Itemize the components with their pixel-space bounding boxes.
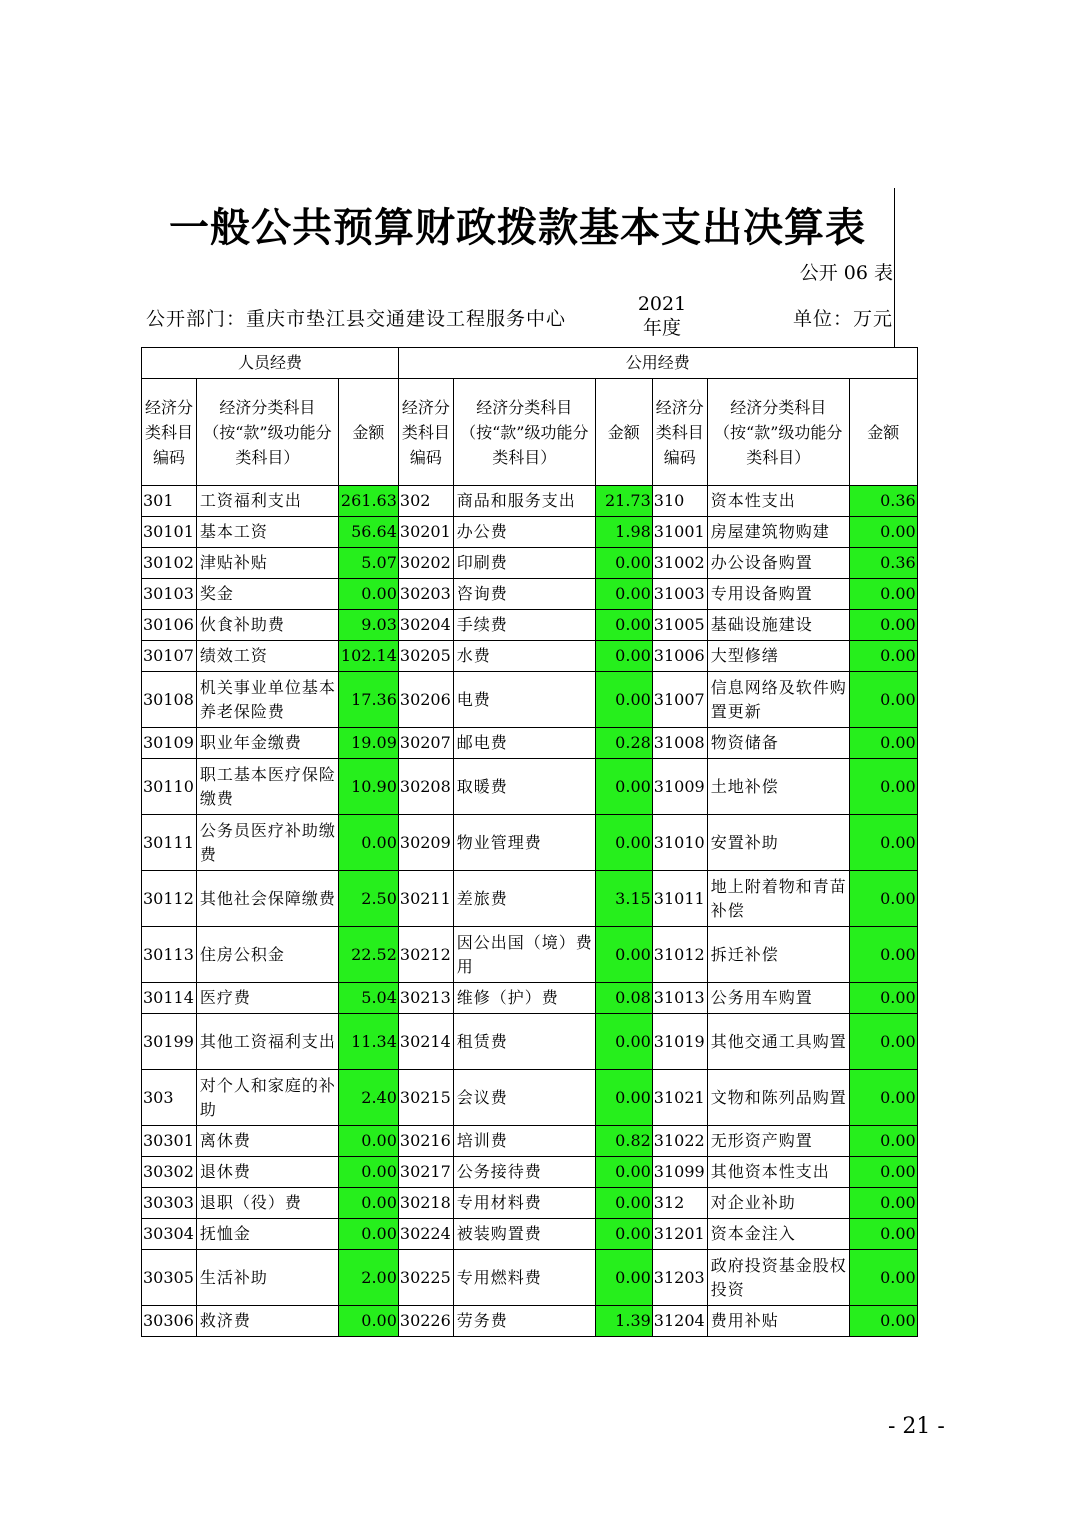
cell-amount: 2.50 [338,871,398,927]
cell-subject: 医疗费 [196,983,338,1014]
cell-amount: 0.00 [849,610,917,641]
cell-amount: 0.82 [595,1126,652,1157]
cell-code: 30107 [142,641,197,672]
cell-subject: 政府投资基金股权投资 [707,1250,849,1306]
cell-subject: 机关事业单位基本养老保险费 [196,672,338,728]
cell-amount: 0.00 [595,548,652,579]
table-row [142,1014,918,1070]
cell-subject: 其他社会保障缴费 [196,871,338,927]
cell-amount: 0.00 [849,1250,917,1306]
cell-amount: 0.36 [849,486,917,517]
table-row [142,815,918,871]
cell-code: 30211 [398,871,453,927]
cell-amount: 0.28 [595,728,652,759]
cell-code: 310 [652,486,707,517]
cell-code: 30114 [142,983,197,1014]
cell-subject: 其他资本性支出 [707,1157,849,1188]
table-row [142,1219,918,1250]
cell-amount: 0.00 [849,983,917,1014]
cell-code: 31099 [652,1157,707,1188]
cell-subject: 电费 [453,672,595,728]
table-row [142,641,918,672]
cell-amount: 0.00 [595,1188,652,1219]
cell-amount: 0.00 [595,641,652,672]
cell-code: 30201 [398,517,453,548]
cell-subject: 生活补助 [196,1250,338,1306]
cell-subject: 工资福利支出 [196,486,338,517]
cell-subject: 退职（役）费 [196,1188,338,1219]
cell-subject: 差旅费 [453,871,595,927]
cell-amount: 22.52 [338,927,398,983]
cell-code: 30301 [142,1126,197,1157]
cell-subject: 地上附着物和青苗补偿 [707,871,849,927]
cell-subject: 职业年金缴费 [196,728,338,759]
table-number: 公开 06 表 [799,262,893,284]
cell-amount: 0.00 [849,759,917,815]
cell-amount: 0.08 [595,983,652,1014]
cell-amount: 0.00 [338,1219,398,1250]
cell-code: 31003 [652,579,707,610]
cell-amount: 0.00 [849,641,917,672]
cell-code: 30303 [142,1188,197,1219]
cell-subject: 拆迁补偿 [707,927,849,983]
cell-subject: 租赁费 [453,1014,595,1070]
cell-subject: 土地补偿 [707,759,849,815]
cell-amount: 0.36 [849,548,917,579]
cell-code: 30209 [398,815,453,871]
table-row [142,1157,918,1188]
cell-subject: 对企业补助 [707,1188,849,1219]
cell-amount: 0.00 [595,1157,652,1188]
cell-amount: 19.09 [338,728,398,759]
cell-amount: 0.00 [849,815,917,871]
cell-code: 30202 [398,548,453,579]
cell-amount: 0.00 [595,579,652,610]
header-subject: 经济分类科目（按“款”级功能分类科目） [707,379,849,486]
cell-code: 30214 [398,1014,453,1070]
cell-subject: 无形资产购置 [707,1126,849,1157]
cell-code: 31010 [652,815,707,871]
cell-amount: 0.00 [595,1014,652,1070]
cell-code: 31013 [652,983,707,1014]
cell-amount: 10.90 [338,759,398,815]
cell-code: 30103 [142,579,197,610]
cell-subject: 伙食补助费 [196,610,338,641]
cell-amount: 0.00 [849,1188,917,1219]
cell-subject: 取暖费 [453,759,595,815]
cell-code: 30205 [398,641,453,672]
cell-amount: 0.00 [595,1070,652,1126]
cell-subject: 被装购置费 [453,1219,595,1250]
cell-code: 31001 [652,517,707,548]
cell-subject: 办公费 [453,517,595,548]
year-label: 2021年度 [637,293,687,339]
cell-code: 30101 [142,517,197,548]
table-row [142,983,918,1014]
cell-subject: 公务员医疗补助缴费 [196,815,338,871]
table-row [142,548,918,579]
cell-amount: 1.98 [595,517,652,548]
cell-subject: 印刷费 [453,548,595,579]
cell-amount: 0.00 [595,1250,652,1306]
cell-subject: 救济费 [196,1306,338,1337]
cell-subject: 专用材料费 [453,1188,595,1219]
header-amount: 金额 [338,379,398,486]
cell-code: 30306 [142,1306,197,1337]
cell-subject: 培训费 [453,1126,595,1157]
table-row [142,579,918,610]
cell-amount: 261.63 [338,486,398,517]
cell-amount: 0.00 [849,579,917,610]
table-row [142,517,918,548]
cell-amount: 0.00 [338,1306,398,1337]
cell-code: 31019 [652,1014,707,1070]
table-row [142,728,918,759]
header-amount: 金额 [849,379,917,486]
cell-code: 31203 [652,1250,707,1306]
cell-subject: 文物和陈列品购置 [707,1070,849,1126]
cell-code: 31002 [652,548,707,579]
cell-code: 30207 [398,728,453,759]
cell-subject: 退休费 [196,1157,338,1188]
cell-subject: 公务用车购置 [707,983,849,1014]
cell-code: 303 [142,1070,197,1126]
department-label: 公开部门：重庆市垫江县交通建设工程服务中心 [146,308,567,330]
cell-code: 31012 [652,927,707,983]
unit-label: 单位：万元 [792,308,893,330]
header-code: 经济分类科目编码 [142,379,197,486]
cell-code: 30113 [142,927,197,983]
cell-subject: 资本性支出 [707,486,849,517]
cell-subject: 因公出国（境）费用 [453,927,595,983]
table-row [142,1188,918,1219]
cell-code: 31021 [652,1070,707,1126]
cell-amount: 0.00 [849,1306,917,1337]
header-subject: 经济分类科目（按“款”级功能分类科目） [453,379,595,486]
cell-amount: 0.00 [849,871,917,927]
cell-amount: 9.03 [338,610,398,641]
cell-amount: 0.00 [849,1070,917,1126]
page-title: 一般公共预算财政拨款基本支出决算表 [169,204,866,251]
cell-amount: 5.07 [338,548,398,579]
cell-code: 30216 [398,1126,453,1157]
cell-code: 31204 [652,1306,707,1337]
cell-subject: 专用燃料费 [453,1250,595,1306]
cell-amount: 5.04 [338,983,398,1014]
cell-subject: 对个人和家庭的补助 [196,1070,338,1126]
table-row [142,1306,918,1337]
header-amount: 金额 [595,379,652,486]
cell-code: 30102 [142,548,197,579]
cell-subject: 公务接待费 [453,1157,595,1188]
header-subject: 经济分类科目（按“款”级功能分类科目） [196,379,338,486]
cell-code: 31006 [652,641,707,672]
cell-code: 31011 [652,871,707,927]
cell-amount: 0.00 [849,728,917,759]
cell-code: 30305 [142,1250,197,1306]
cell-amount: 17.36 [338,672,398,728]
cell-subject: 咨询费 [453,579,595,610]
cell-amount: 11.34 [338,1014,398,1070]
cell-subject: 资本金注入 [707,1219,849,1250]
cell-code: 31022 [652,1126,707,1157]
cell-code: 30215 [398,1070,453,1126]
cell-code: 301 [142,486,197,517]
cell-amount: 3.15 [595,871,652,927]
page-number: - 21 - [888,1414,945,1439]
cell-subject: 维修（护）费 [453,983,595,1014]
cell-subject: 基础设施建设 [707,610,849,641]
cell-amount: 0.00 [595,610,652,641]
cell-subject: 津贴补贴 [196,548,338,579]
cell-subject: 基本工资 [196,517,338,548]
cell-amount: 0.00 [849,672,917,728]
table-row [142,1126,918,1157]
cell-code: 30225 [398,1250,453,1306]
cell-subject: 商品和服务支出 [453,486,595,517]
cell-code: 31005 [652,610,707,641]
cell-code: 30208 [398,759,453,815]
cell-amount: 0.00 [338,815,398,871]
cell-amount: 0.00 [595,672,652,728]
table-row [142,871,918,927]
cell-code: 30224 [398,1219,453,1250]
cell-amount: 0.00 [849,517,917,548]
cell-subject: 费用补贴 [707,1306,849,1337]
table-row [142,486,918,517]
cell-subject: 安置补助 [707,815,849,871]
cell-code: 30218 [398,1188,453,1219]
cell-code: 31007 [652,672,707,728]
cell-code: 30106 [142,610,197,641]
cell-code: 30203 [398,579,453,610]
cell-code: 30109 [142,728,197,759]
cell-amount: 0.00 [849,1126,917,1157]
cell-code: 302 [398,486,453,517]
cell-subject: 绩效工资 [196,641,338,672]
cell-code: 30112 [142,871,197,927]
cell-subject: 邮电费 [453,728,595,759]
cell-subject: 水费 [453,641,595,672]
cell-code: 31008 [652,728,707,759]
cell-subject: 住房公积金 [196,927,338,983]
header-code: 经济分类科目编码 [652,379,707,486]
cell-amount: 0.00 [849,927,917,983]
cell-amount: 0.00 [338,1126,398,1157]
table-row [142,1070,918,1126]
cell-subject: 信息网络及软件购置更新 [707,672,849,728]
cell-amount: 102.14 [338,641,398,672]
table-row [142,759,918,815]
cell-amount: 0.00 [338,1157,398,1188]
cell-subject: 物资储备 [707,728,849,759]
cell-subject: 劳务费 [453,1306,595,1337]
cell-amount: 1.39 [595,1306,652,1337]
cell-amount: 0.00 [849,1014,917,1070]
cell-code: 30204 [398,610,453,641]
cell-amount: 0.00 [595,1219,652,1250]
table-row [142,610,918,641]
cell-subject: 专用设备购置 [707,579,849,610]
cell-code: 30304 [142,1219,197,1250]
cell-amount: 21.73 [595,486,652,517]
table-row [142,927,918,983]
cell-code: 30108 [142,672,197,728]
cell-subject: 大型修缮 [707,641,849,672]
cell-amount: 2.40 [338,1070,398,1126]
table-row [142,1250,918,1306]
cell-code: 31201 [652,1219,707,1250]
cell-subject: 手续费 [453,610,595,641]
cell-subject: 其他交通工具购置 [707,1014,849,1070]
cell-code: 30212 [398,927,453,983]
header-code: 经济分类科目编码 [398,379,453,486]
cell-code: 30213 [398,983,453,1014]
cell-subject: 离休费 [196,1126,338,1157]
cell-code: 30206 [398,672,453,728]
cell-amount: 0.00 [849,1219,917,1250]
cell-code: 30302 [142,1157,197,1188]
cell-subject: 奖金 [196,579,338,610]
cell-subject: 物业管理费 [453,815,595,871]
cell-subject: 职工基本医疗保险缴费 [196,759,338,815]
cell-code: 30110 [142,759,197,815]
expenditure-table [141,347,918,1337]
group-public: 公用经费 [398,348,917,379]
cell-code: 31009 [652,759,707,815]
cell-subject: 办公设备购置 [707,548,849,579]
cell-amount: 0.00 [595,759,652,815]
cell-subject: 抚恤金 [196,1219,338,1250]
cell-amount: 0.00 [338,579,398,610]
cell-amount: 0.00 [595,815,652,871]
cell-code: 30217 [398,1157,453,1188]
cell-amount: 56.64 [338,517,398,548]
group-personnel: 人员经费 [142,348,399,379]
cell-amount: 0.00 [849,1157,917,1188]
cell-subject: 房屋建筑物购建 [707,517,849,548]
cell-subject: 其他工资福利支出 [196,1014,338,1070]
cell-code: 30199 [142,1014,197,1070]
cell-amount: 0.00 [595,927,652,983]
cell-amount: 2.00 [338,1250,398,1306]
cell-amount: 0.00 [338,1188,398,1219]
cell-code: 30111 [142,815,197,871]
cell-code: 30226 [398,1306,453,1337]
table-row [142,672,918,728]
cell-subject: 会议费 [453,1070,595,1126]
cell-code: 312 [652,1188,707,1219]
